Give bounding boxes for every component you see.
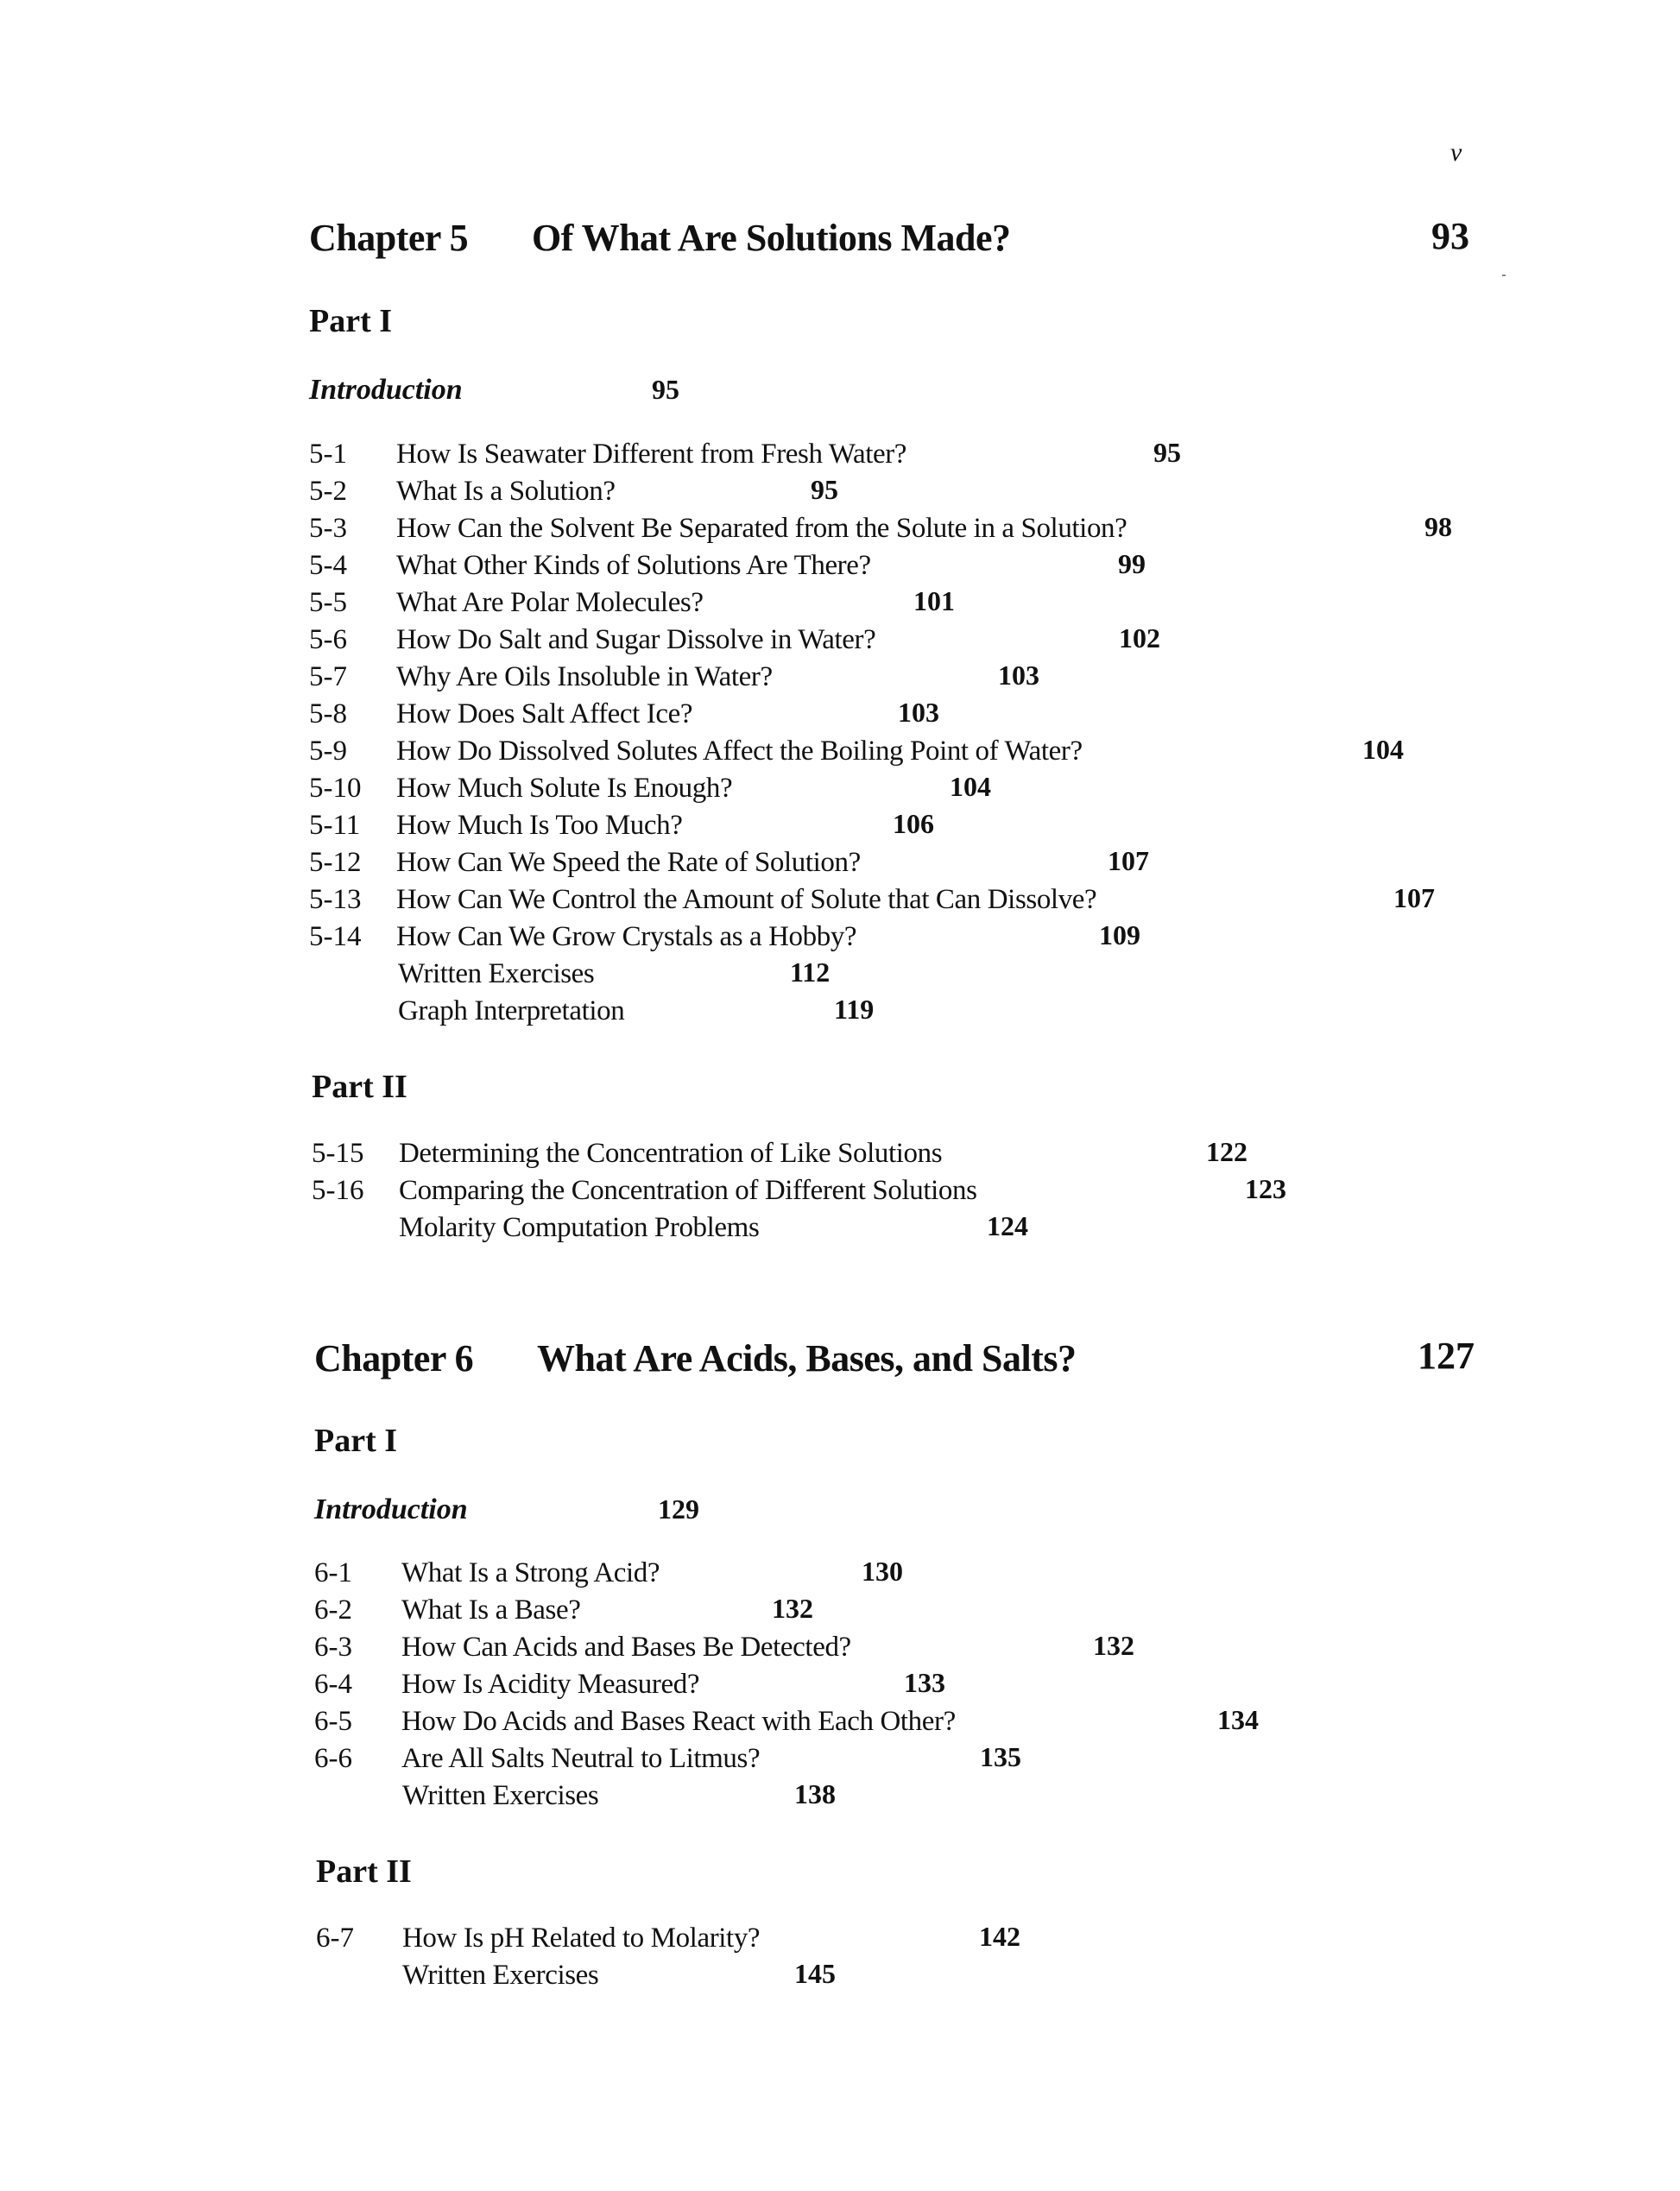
entry-title: How Do Salt and Sugar Dissolve in Water?: [396, 624, 876, 655]
entry-page: 103: [898, 697, 939, 728]
entry-page: 138: [794, 1778, 836, 1809]
entry-page: 119: [834, 994, 875, 1025]
entry-page: 98: [1424, 511, 1452, 542]
chapter-6-intro-label: Introduction: [314, 1493, 468, 1525]
entry-number: 5-8: [309, 698, 347, 729]
entry-title: How Do Dissolved Solutes Affect the Boiling Point of Water?: [396, 736, 1083, 767]
entry-page: 124: [987, 1210, 1028, 1241]
chapter-6-part-1-heading: Part I: [314, 1423, 398, 1459]
entry-title: How Is pH Related to Molarity?: [402, 1923, 761, 1954]
chapter-5-label: Chapter 5: [309, 217, 469, 259]
entry-title: How Can We Grow Crystals as a Hobby?: [396, 921, 857, 952]
entry-number: 5-13: [309, 884, 362, 915]
entry-page: 101: [913, 585, 955, 616]
entry-number: 5-15: [312, 1138, 364, 1169]
entry-title: Comparing the Concentration of Different Solutions: [399, 1175, 977, 1206]
entry-title: Determining the Concentration of Like Solutions: [399, 1138, 943, 1169]
entry-number: 5-14: [309, 921, 362, 952]
entry-number: 5-10: [309, 773, 362, 804]
entry-title: How Can the Solvent Be Separated from the Solute in a Solution?: [396, 513, 1127, 544]
chapter-5-title: Of What Are Solutions Made?: [532, 217, 1011, 259]
chapter-6-part-2-heading: Part II: [316, 1853, 412, 1890]
entry-title: How Can We Speed the Rate of Solution?: [396, 847, 861, 878]
chapter-6-label: Chapter 6: [314, 1337, 474, 1380]
entry-number: 5-7: [309, 661, 347, 692]
entry-title: What Is a Solution?: [396, 476, 616, 507]
entry-page: 134: [1217, 1704, 1259, 1735]
chapter-6-page: 127: [1418, 1335, 1475, 1377]
entry-title: Written Exercises: [402, 1780, 599, 1811]
entry-number: 6-5: [314, 1706, 352, 1737]
entry-page: 106: [893, 808, 934, 839]
entry-page: 99: [1118, 548, 1146, 579]
entry-page: 135: [980, 1741, 1021, 1772]
entry-title: How Does Salt Affect Ice?: [396, 698, 693, 729]
entry-page: 102: [1119, 622, 1160, 654]
entry-title: What Other Kinds of Solutions Are There?: [396, 550, 871, 581]
entry-title: What Is a Base?: [401, 1594, 581, 1626]
chapter-6-intro-page: 129: [658, 1493, 699, 1525]
entry-title: Written Exercises: [402, 1960, 599, 1991]
entry-title: How Can We Control the Amount of Solute that Can Dissolve?: [396, 884, 1097, 915]
chapter-5-intro-label: Introduction: [309, 374, 463, 406]
page-folio: v: [1450, 138, 1462, 167]
entry-page: 145: [794, 1958, 836, 1989]
entry-number: 5-11: [309, 810, 361, 841]
entry-page: 130: [862, 1556, 903, 1587]
entry-title: Molarity Computation Problems: [399, 1212, 760, 1243]
chapter-5-part-2-heading: Part II: [312, 1069, 407, 1105]
entry-number: 6-1: [314, 1557, 352, 1588]
chapter-6-title: What Are Acids, Bases, and Salts?: [537, 1337, 1077, 1380]
chapter-5-page: 93: [1431, 215, 1469, 257]
chapter-5-intro-page: 95: [652, 374, 679, 405]
entry-page: 103: [998, 660, 1039, 691]
entry-title: Written Exercises: [398, 958, 595, 989]
entry-page: 133: [904, 1667, 945, 1698]
entry-number: 6-6: [314, 1743, 352, 1774]
entry-number: 5-6: [309, 624, 347, 655]
entry-number: 5-3: [309, 513, 347, 544]
entry-title: How Is Seawater Different from Fresh Water?: [396, 439, 907, 470]
entry-page: 112: [790, 957, 831, 988]
entry-number: 5-5: [309, 587, 347, 618]
entry-title: Graph Interpretation: [398, 995, 625, 1026]
entry-page: 123: [1245, 1173, 1286, 1204]
entry-page: 95: [1153, 437, 1181, 468]
entry-number: 5-1: [309, 439, 347, 470]
entry-page: 109: [1099, 919, 1140, 950]
entry-number: 6-4: [314, 1669, 352, 1700]
entry-page: 107: [1393, 882, 1435, 913]
entry-title: Are All Salts Neutral to Litmus?: [401, 1743, 761, 1774]
entry-title: Why Are Oils Insoluble in Water?: [396, 661, 773, 692]
entry-page: 107: [1108, 845, 1149, 876]
entry-number: 5-4: [309, 550, 347, 581]
entry-title: What Are Polar Molecules?: [396, 587, 704, 618]
entry-title: How Much Solute Is Enough?: [396, 773, 733, 804]
entry-page: 104: [1362, 734, 1404, 765]
entry-number: 5-9: [309, 736, 347, 767]
entry-title: What Is a Strong Acid?: [401, 1557, 660, 1588]
entry-number: 6-2: [314, 1594, 352, 1626]
entry-title: How Is Acidity Measured?: [401, 1669, 700, 1700]
entry-number: 5-2: [309, 476, 347, 507]
entry-page: 104: [950, 771, 991, 802]
entry-page: 142: [979, 1921, 1020, 1952]
entry-page: 132: [1093, 1630, 1134, 1661]
scan-speck: [1502, 275, 1506, 276]
entry-page: 122: [1206, 1136, 1247, 1167]
entry-number: 6-7: [316, 1923, 354, 1954]
entry-title: How Much Is Too Much?: [396, 810, 683, 841]
entry-title: How Can Acids and Bases Be Detected?: [401, 1632, 851, 1663]
chapter-5-part-1-heading: Part I: [309, 303, 393, 339]
entry-number: 6-3: [314, 1632, 352, 1663]
entry-page: 132: [772, 1593, 813, 1624]
entry-page: 95: [811, 474, 838, 505]
entry-number: 5-16: [312, 1175, 364, 1206]
entry-title: How Do Acids and Bases React with Each Other?: [401, 1706, 956, 1737]
entry-number: 5-12: [309, 847, 362, 878]
